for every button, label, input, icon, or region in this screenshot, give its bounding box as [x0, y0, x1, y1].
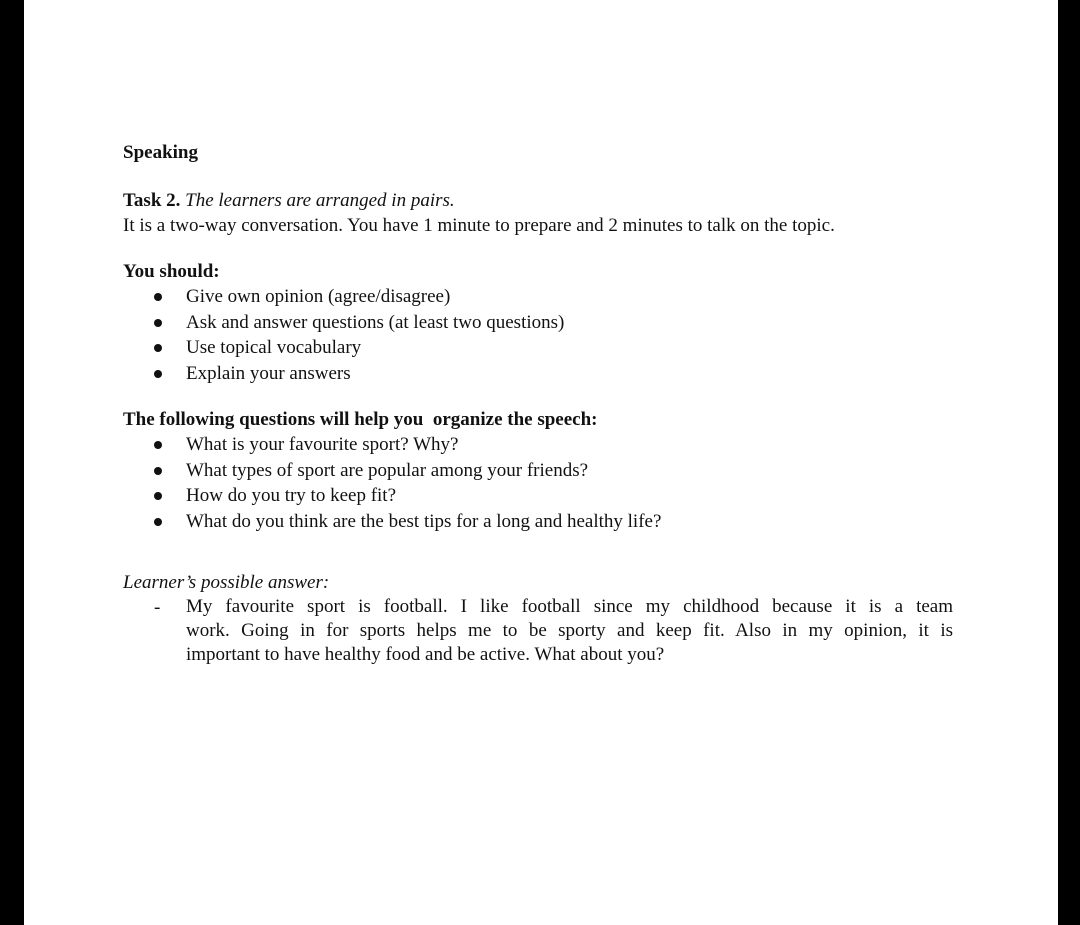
list-item: What types of sport are popular among your friends? — [123, 458, 953, 484]
answer-paragraph — [186, 595, 953, 667]
document-body — [123, 140, 953, 667]
dash-marker: - — [154, 597, 161, 618]
questions-heading: The following questions will help you organize the speech: — [123, 409, 598, 430]
task-instruction: The learners are arranged in pairs. — [185, 190, 455, 211]
task-line — [123, 188, 953, 213]
bullet-icon — [154, 518, 162, 526]
bullet-icon — [154, 370, 162, 378]
should-heading: You should: — [123, 261, 220, 282]
list-item: Ask and answer questions (at least two questions) — [123, 310, 953, 336]
bullet-icon — [154, 492, 162, 500]
task-details: It is a two-way conversation. You have 1 minute to prepare and 2 minutes to talk on the topic. — [123, 215, 835, 236]
bullet-icon — [154, 344, 162, 352]
questions-list — [123, 432, 953, 534]
answer-line: My favourite sport is football. I like football since my childhood because it is a team — [186, 596, 953, 617]
list-item: What do you think are the best tips for a long and healthy life? — [123, 509, 953, 535]
bullet-icon — [154, 319, 162, 327]
answer-line: work. Going in for sports helps me to be sporty and keep fit. Also in my opinion, it is — [186, 620, 953, 641]
list-item: What is your favourite sport? Why? — [123, 432, 953, 458]
bullet-icon — [154, 293, 162, 301]
document-page — [24, 0, 1058, 925]
answer-line: important to have healthy food and be active. What about you? — [186, 644, 665, 665]
answer-heading: Learner’s possible answer: — [123, 572, 330, 593]
bullet-icon — [154, 441, 162, 449]
list-item: Give own opinion (agree/disagree) — [123, 284, 953, 310]
list-item: Explain your answers — [123, 361, 953, 387]
section-title: Speaking — [123, 142, 198, 163]
should-list — [123, 284, 953, 386]
task-label: Task 2. — [123, 190, 181, 211]
list-item: Use topical vocabulary — [123, 335, 953, 361]
list-item: How do you try to keep fit? — [123, 483, 953, 509]
answer-block — [123, 595, 953, 667]
bullet-icon — [154, 467, 162, 475]
